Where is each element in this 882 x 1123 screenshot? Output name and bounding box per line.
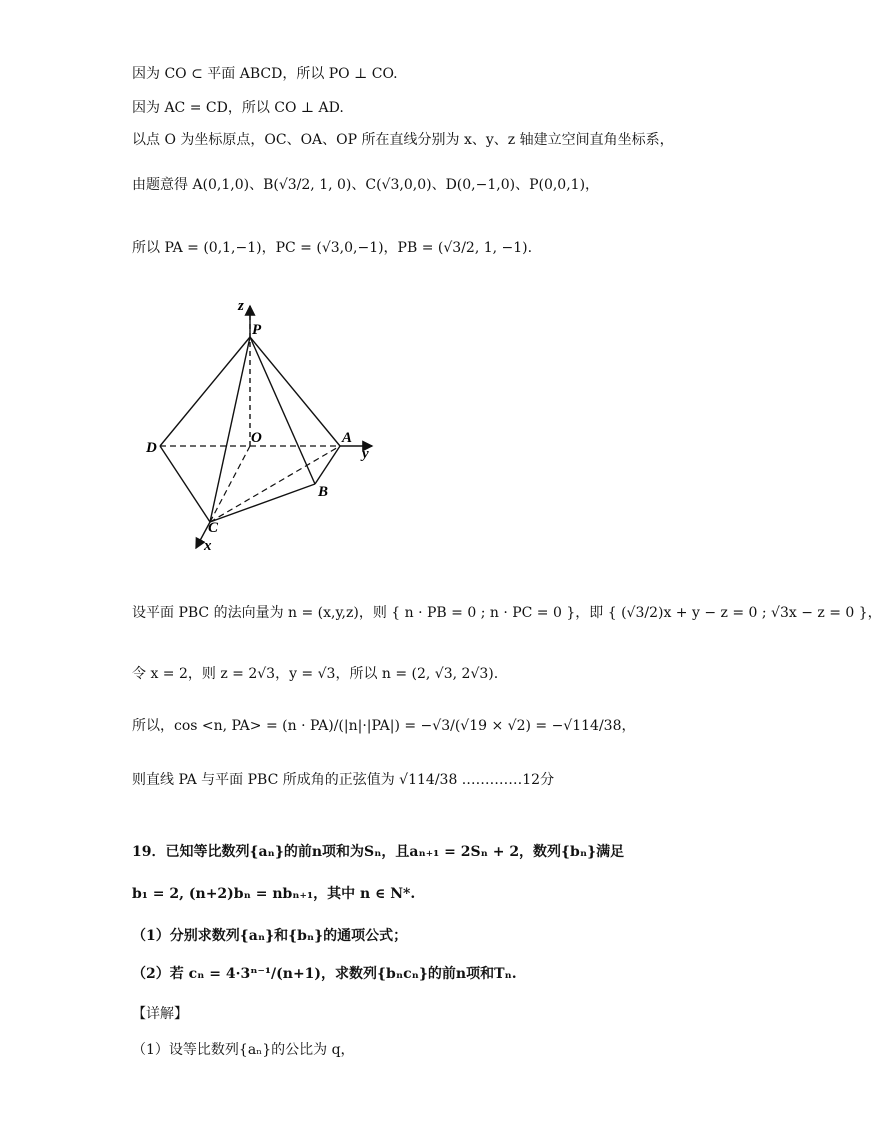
- text-line-7: 令 x = 2，则 z = 2√3，y = √3，所以 n = (2, √3, 2√3).: [132, 666, 499, 682]
- label-y: y: [362, 446, 369, 462]
- label-x: x: [204, 538, 212, 554]
- text-line-4: 由题意得 A(0,1,0)、B(√3/2, 1, 0)、C(√3,0,0)、D(0,−1,0)、P(0,0,1)，: [132, 177, 600, 193]
- detail-heading: 【详解】: [132, 1006, 188, 1022]
- label-A: A: [342, 430, 353, 446]
- label-P: P: [252, 322, 262, 338]
- text-line-8: 所以，cos <n, PA> = (n · PA)/(|n|·|PA|) = −√3/(√19 × √2) = −√114/38，: [132, 718, 636, 734]
- label-B: B: [318, 484, 329, 500]
- text-line-5: 所以 PA = (0,1,−1)，PC = (√3,0,−1)，PB = (√3/2, 1, −1).: [132, 240, 533, 256]
- pyramid-figure: [130, 292, 390, 562]
- text-line-6: 设平面 PBC 的法向量为 n = (x,y,z)，则 { n · PB = 0 ; n · PC = 0 }，即 { (√3/2)x + y − z = 0 ; √3x − z = 0 }，: [132, 605, 882, 621]
- label-z: z: [238, 298, 244, 314]
- text-line-3: 以点 O 为坐标原点，OC、OA、OP 所在直线分别为 x、y、z 轴建立空间直角坐标系，: [132, 132, 674, 148]
- problem-19-stem: 19．已知等比数列{aₙ}的前n项和为Sₙ，且aₙ₊₁ = 2Sₙ + 2，数列{bₙ}满足: [132, 844, 625, 860]
- text-line-9: 则直线 PA 与平面 PBC 所成角的正弦值为 √114/38 .…………12分: [132, 772, 555, 788]
- label-D: D: [146, 440, 157, 456]
- text-line-1: 因为 CO ⊂ 平面 ABCD，所以 PO ⊥ CO.: [132, 66, 398, 82]
- text-line-2: 因为 AC = CD，所以 CO ⊥ AD.: [132, 100, 344, 116]
- problem-19-part2: （2）若 cₙ = 4·3ⁿ⁻¹/(n+1)，求数列{bₙcₙ}的前n项和Tₙ.: [132, 966, 517, 982]
- label-O: O: [251, 430, 262, 446]
- text-line-15: （1）设等比数列{aₙ}的公比为 q，: [132, 1042, 355, 1058]
- problem-19-condition: b₁ = 2, (n+2)bₙ = nbₙ₊₁，其中 n ∈ N*.: [132, 886, 416, 902]
- label-C: C: [208, 520, 219, 536]
- problem-19-part1: （1）分别求数列{aₙ}和{bₙ}的通项公式；: [132, 928, 408, 944]
